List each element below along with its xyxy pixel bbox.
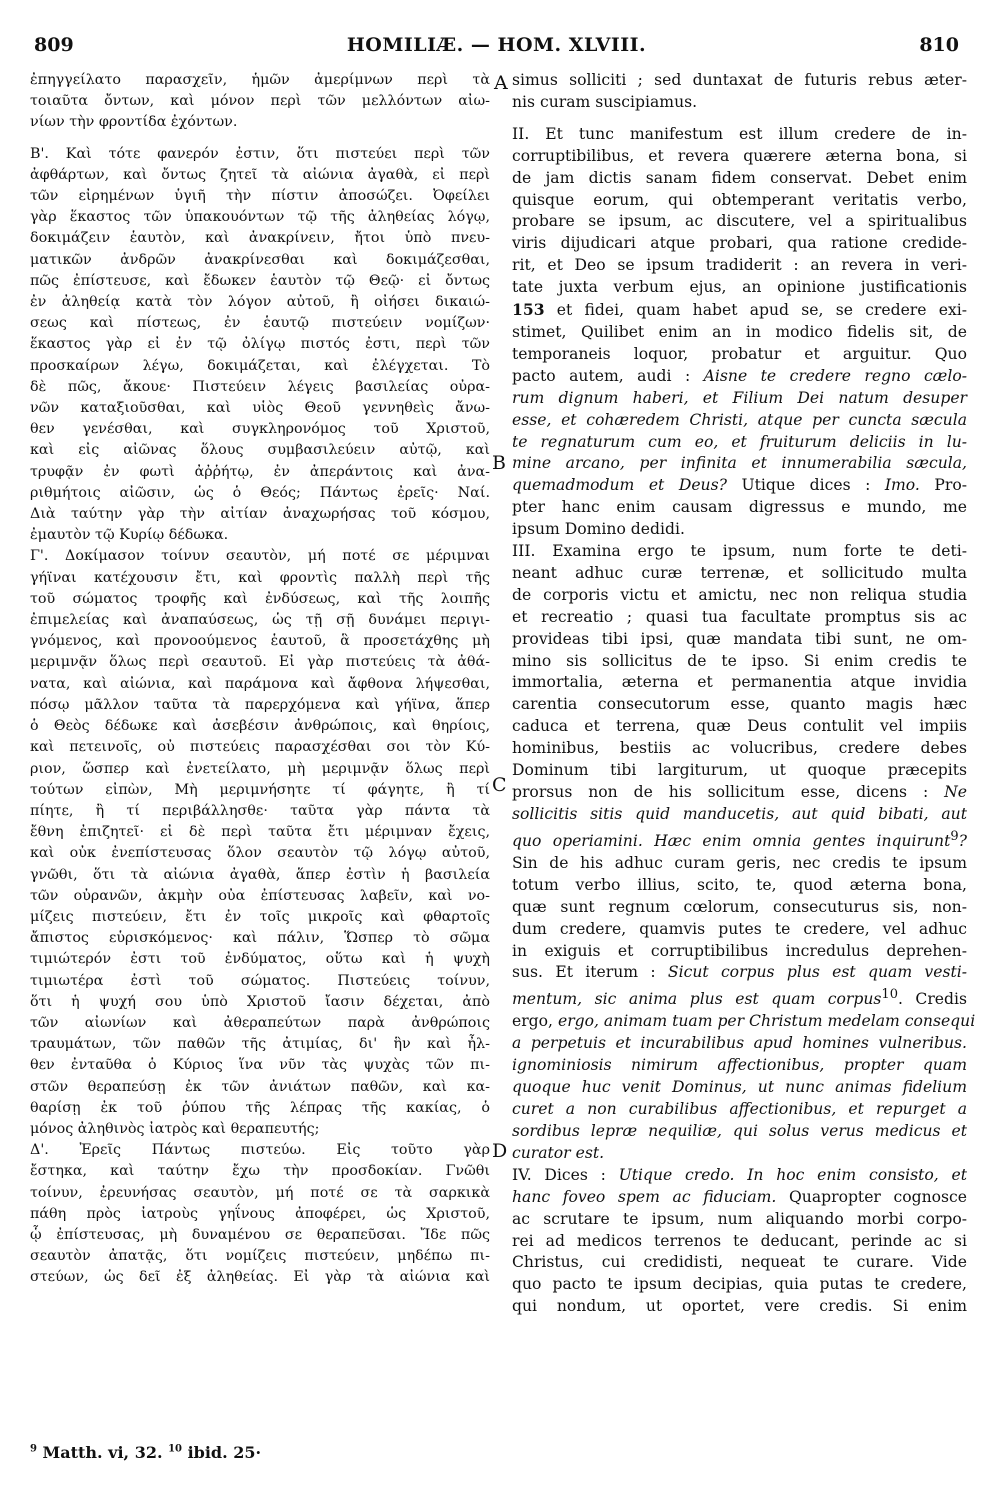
greek-line: δὲ πῶς, ἄκουε· Πιστεύειν λέγεις βασιλείας οὐρα- <box>30 378 490 395</box>
latin-line: 153 et fidei, quam habet apud se, se credere exi- <box>512 300 967 320</box>
greek-line: θεν ἐνταῦθα ὁ Κύριος ἵνα νῦν τὰς ψυχὰς τῶν πι- <box>30 1057 490 1074</box>
latin-line: pacto autem, audi : Aisne te credere regno cælo- <box>512 366 967 385</box>
margin-marker-c: C <box>492 774 507 796</box>
latin-line: ignominiosis nimirum affectionibus, propter quam <box>512 1056 967 1075</box>
greek-line: πάθη πρὸς ἰατροὺς γηΐνους ἀποφέρει, ὡς Χριστοῦ, <box>30 1205 490 1222</box>
latin-line: hominibus, bestiis ac volucribus, credere debes <box>512 739 967 758</box>
greek-line: προσκαίρων λέγω, δοκιμάζεται, καὶ ἐλέγχεται. Τὸ <box>30 357 490 374</box>
greek-line: τρυφᾷν ἐν φωτὶ ἀῤῥήτῳ, ἐν ἀπεράντοις καὶ ἀνα- <box>30 463 490 480</box>
greek-line: γνόμενος, καὶ προνοούμενος ἑαυτοῦ, ἃ προσετάχθης μὴ <box>30 633 490 650</box>
greek-line: ἔστηκα, καὶ ταύτην ἔχω τὴν προσδοκίαν. Γνῶθι <box>30 1163 490 1180</box>
latin-line: esse, et cohæredem Christi, atque per cuncta sæcula <box>512 410 967 429</box>
greek-line: τοίνυν, ἐρευνήσας σεαυτὸν, μή ποτέ σε τὰ σαρκικὰ <box>30 1184 490 1201</box>
greek-line: Β'. Καὶ τότε φανερόν ἐστιν, ὅτι πιστεύει περὶ τῶν <box>30 145 490 162</box>
greek-line: σεαυτὸν ἀπατᾷς, ὅτι νομίζεις πιστεύειν, μηδέπω πι- <box>30 1248 490 1265</box>
greek-line: νατα, καὶ αἰώνια, καὶ παράμονα καὶ ἄφθονα λήψεσθαι, <box>30 675 490 692</box>
latin-line: quo operiamini. Hæc enim omnia gentes inquirunt$^9$? <box>512 828 967 850</box>
greek-line: ριον, ὥσπερ καὶ ἐνετείλατο, μὴ μεριμνᾷν ὅλως περὶ <box>30 760 490 777</box>
footnote-ref-10-text: ibid. 25· <box>182 1443 262 1462</box>
latin-line: quo pacto te ipsum decipias, quia putas te credere, <box>512 1275 967 1294</box>
greek-line: γνῶθι, ὅτι τὰ αἰώνια ἀγαθὰ, ἅπερ ἐστὶν ἡ βασιλεία <box>30 866 490 883</box>
greek-line: τῶν εἰρημένων ὑγιῆ τὴν πίστιν ἀποσώζει. Ὀφείλει <box>30 188 490 205</box>
greek-line: ἐμαυτὸν τῷ Κυρίῳ δέδωκα. <box>30 527 229 544</box>
latin-line: simus solliciti ; sed duntaxat de futuris rebus æter- <box>512 71 967 89</box>
greek-line: τραυμάτων, τῶν παθῶν τῆς ἀτιμίας, δι' ἣν καὶ ἦλ- <box>30 1036 490 1053</box>
latin-line: rit, et Deo se ipsum tradiderit : an revera in veri- <box>512 256 967 275</box>
greek-line: μεριμνᾷν ὅλως περὶ σεαυτοῦ. Εἰ γὰρ πιστεύεις τὰ ἀθά- <box>30 654 490 671</box>
latin-line: hanc foveo spem ac fiduciam. Quapropter cognosce <box>512 1187 968 1206</box>
footnote-ref-9: 9 <box>950 828 959 844</box>
latin-line: de corporis victu et amictu, nec non reliqua studia <box>512 585 967 604</box>
latin-line: neant adhuc curæ terrenæ, et sollicitudo multa <box>512 563 967 582</box>
greek-line: ριθμήτοις αἰῶσιν, ὡς ὁ Θεός; Πάντως ἐρεῖς· Ναί. <box>30 484 490 501</box>
greek-line: τοιαῦτα ὄντων, καὶ μόνον περὶ τῶν μελλόντων αἰω- <box>30 93 490 110</box>
running-title: HOMILIÆ. — HOM. XLVIII. <box>346 34 647 56</box>
footnote-number-9: 9 <box>30 1443 37 1455</box>
greek-line: θαρίσῃ ἐκ τοῦ ῥύπου τῆς λέπρας τῆς κακίας, ὁ <box>30 1099 490 1116</box>
greek-line: γὰρ ἕκαστος τῶν ὑπακουόντων τῷ τῆς ἀληθείας λόγῳ, <box>30 209 490 226</box>
latin-line: quisque eorum, qui obtemperant veritatis verbo, <box>512 190 967 209</box>
footnote-ref-9-text: Matth. vi, 32. <box>36 1443 169 1462</box>
latin-line: quemadmodum et Deus? Utique dices : Imo. Pro- <box>512 476 968 495</box>
footnote-ref-10: 10 <box>881 987 898 1003</box>
latin-line: mino sis sollicitus de te ipso. Si enim credis te <box>512 651 967 670</box>
latin-line: prorsus non de his sollicitum esse, dicens : Ne <box>512 783 967 801</box>
greek-line: στεύων, ὡς δεῖ ἐξ ἀληθείας. Εἰ γὰρ τὰ αἰώνια καὶ <box>30 1269 490 1286</box>
latin-line: viris dijudicari atque probari, qua ratione credide- <box>512 234 967 253</box>
latin-line: quæ sunt regnum cœlorum, consecuturus sis, non- <box>512 897 967 916</box>
latin-line: nis curam suscipiamus. <box>512 92 698 111</box>
greek-line: στῶν θεραπεύσῃ ἐκ τῶν ἀνιάτων παθῶν, καὶ κα- <box>30 1078 490 1095</box>
page-number-right: 810 <box>919 34 959 56</box>
greek-line: τῶν αἰωνίων καὶ ἀθεραπεύτων παρὰ ἀνθρώποις <box>30 1014 490 1031</box>
latin-line: rei ad medicos terrenos te deducant, perinde ac si <box>512 1231 967 1250</box>
greek-line: σεως καὶ πίστεως, ἐν ἑαυτῷ πιστεύειν νομίζων· <box>30 315 490 332</box>
latin-line: rum dignum haberi, et Filium Dei natum desuper <box>512 388 967 407</box>
latin-line: Christus, cui credidisti, nequeat te curare. Vide <box>512 1253 967 1272</box>
latin-line: ac scrutare te ipsum, num aliquando morbi corpo- <box>512 1209 967 1228</box>
latin-line: totum verbo illius, scito, te, quod æterna bona, <box>512 875 967 894</box>
greek-line: καὶ εἰς αἰῶνας ὅλους συμβασιλεύειν αὐτῷ, καὶ <box>30 442 490 459</box>
latin-line: ipsum Domino dedidi. <box>512 520 685 539</box>
greek-line: ἐν ἀληθείᾳ κατὰ τὸν λόγον αὐτοῦ, ἢ οἰήσει δικαιώ- <box>30 294 490 311</box>
greek-line: καὶ οὐκ ἐνεπίστευσας ὅλον σεαυτὸν τῷ λόγῳ αὐτοῦ, <box>30 845 490 862</box>
greek-line: ἐπιμελείας καὶ ἀναπαύσεως, ὡς τῇ σῇ δυνάμει περιγι- <box>30 612 490 629</box>
latin-line: mine arcano, per infinita et innumerabilia sæcula, <box>512 454 967 473</box>
latin-line: curator est. <box>512 1143 605 1162</box>
latin-line: probare se ipsum, ac discutere, vel a spiritualibus <box>512 212 967 231</box>
margin-marker-b: B <box>492 452 506 474</box>
latin-line: II. Et tunc manifestum est illum credere de in- <box>512 124 967 143</box>
greek-line: ὅτι ἡ ψυχή σου ὑπὸ Χριστοῦ ἴασιν δέχεται, ἀπὸ <box>30 993 490 1010</box>
greek-line: ἕκαστος γὰρ εἰ ἐν τῷ ὀλίγῳ πιστός ἐστι, περὶ τῶν <box>30 336 490 353</box>
column-number: 153 <box>512 300 545 320</box>
greek-line: μόνος ἀληθινὸς ἰατρὸς καὶ θεραπευτής; <box>30 1120 320 1137</box>
latin-line: carentia consecutorum esse, quanto magis hæc <box>512 695 967 714</box>
greek-line: πίητε, ἢ τί περιβάλλησθε· ταῦτα γὰρ πάντα τὰ <box>30 802 490 819</box>
margin-marker-d: D <box>492 1140 508 1162</box>
latin-line: in exiguis et corruptibilibus incredulus deprehen- <box>512 941 967 960</box>
latin-line: immortalia, æterna et permanentia atque invidia <box>512 673 967 692</box>
greek-line: πῶς ἐπίστευσε, καὶ ἔδωκεν ἑαυτὸν τῷ Θεῷ· εἰ ὄντως <box>30 272 490 289</box>
greek-line: Διὰ ταύτην γὰρ τὴν αἰτίαν ἀναχωρήσας τοῦ κόσμου, <box>30 506 490 523</box>
latin-line: sordibus lepræ nequiliæ, qui solus verus medicus et <box>512 1121 967 1140</box>
latin-line: sollicitis sitis quid manducetis, aut quid bibati, aut <box>512 804 967 823</box>
greek-line: ἄπιστος εὑρισκόμενος· καὶ πάλιν, Ὥσπερ τὸ σῶμα <box>30 930 490 947</box>
greek-line: ὁ Θεὸς δέδωκε καὶ ἀσεβέσιν ἀνθρώποις, καὶ θηρίοις, <box>30 718 490 735</box>
greek-line: ἔθνη ἐπιζητεῖ· εἰ δὲ περὶ ταῦτα ἔτι μέριμναν ἔχεις, <box>30 824 490 841</box>
latin-line: de jam dictis sanam fidem conservat. Debet enim <box>512 168 967 187</box>
latin-line: pter hanc enim causam digressus e mundo, me <box>512 498 967 517</box>
greek-line: νῶν καταξιοῦσθαι, καὶ υἱὸς Θεοῦ γεννηθεὶς ἄνω- <box>30 400 490 417</box>
greek-line: πόσῳ μᾶλλον ταῦτα τὰ παρερχόμενα καὶ γήϊνα, ἅπερ <box>30 696 490 713</box>
greek-line: Δ'. Ἐρεῖς Πάντως πιστεύω. Εἰς τοῦτο γὰρ <box>30 1142 490 1159</box>
latin-line: sus. Et iterum : Sicut corpus plus est quam vesti- <box>512 963 967 982</box>
greek-line: δοκιμάζειν ἑαυτὸν, καὶ ἀνακρίνειν, ἤτοι ὑπὸ πνευ- <box>30 230 490 247</box>
latin-line: quoque huc venit Dominus, ut nunc animas fidelium <box>512 1078 967 1097</box>
greek-line: θεν γενέσθαι, καὶ συγκληρονόμος τοῦ Χριστοῦ, <box>30 421 490 438</box>
greek-line: γήϊναι κατέχουσιν ἔτι, καὶ φροντὶς παλλὴ περὶ τῆς <box>30 569 490 586</box>
latin-line: stimet, Quilibet enim an in modico fidelis sit, de <box>512 322 967 341</box>
latin-line: ergo, ergo, animam tuam per Christum medelam consequi <box>512 1012 976 1031</box>
latin-line: et recreatio ; quasi tua facultate promptus sis ac <box>512 607 967 626</box>
latin-line: qui nondum, ut oportet, vere credis. Si enim <box>512 1297 967 1316</box>
greek-line: τῶν οὐρανῶν, ἀκμὴν οὐα ἐπίστευσας λαβεῖν, καὶ νο- <box>30 887 490 904</box>
latin-line: curet a non curabilibus affectionibus, et repurget a <box>512 1100 967 1119</box>
latin-line: IV. Dices : Utique credo. In hoc enim consisto, et <box>512 1165 967 1184</box>
page-number-left: 809 <box>34 34 74 56</box>
greek-line: ἐπηγγείλατο παρασχεῖν, ἡμῶν ἀμερίμνων περὶ τὰ <box>30 72 490 88</box>
latin-line: Sin de his adhuc curam geris, nec credis te ipsum <box>512 853 967 872</box>
footnote <box>30 1443 261 1462</box>
greek-line: ἀφθάρτων, καὶ ὄντως ζητεῖ τὰ αἰώνια ἀγαθὰ, εἰ περὶ <box>30 166 490 183</box>
latin-line: te regnaturum cum eo, et fruiturum deliciis in lu- <box>512 432 967 451</box>
latin-line: a perpetuis et incurabilibus apud homines vulneribus. <box>512 1034 967 1053</box>
greek-line: ᾧ ἐπίστευσας, μὴ δυναμένου σε θεραπεῦσαι. Ἴδε πῶς <box>30 1226 490 1243</box>
greek-column <box>30 70 490 1289</box>
latin-line: caduca et terrena, quæ Deus contulit vel impiis <box>512 717 967 736</box>
latin-line: Dominum tibi largiturum, ut quoque præcepits <box>512 761 967 780</box>
latin-line: corruptibilibus, et revera quærere æterna bona, si <box>512 146 967 165</box>
greek-line: καὶ πετεινοῖς, οὐ πιστεύεις παρασχέσθαι σοι τὸν Κύ- <box>30 739 490 756</box>
page-header <box>34 34 959 64</box>
latin-line: mentum, sic anima plus est quam corpus$^{10}$. Credis <box>512 987 968 1009</box>
greek-line: ματικῶν ἀνδρῶν ἀνακρίνεσθαι καὶ δοκιμάζεσθαι, <box>30 251 490 268</box>
latin-line: tate juxta verbum ejus, an opinione justificationis <box>512 278 967 297</box>
greek-line: νίων τὴν φροντίδα ἐχόντων. <box>30 114 238 131</box>
greek-line: τιμιωτέρα ἐστὶ τοῦ σώματος. Πιστεύεις τοίνυν, <box>30 972 490 989</box>
latin-line: provideas tibi ipsi, quæ mandata tibi sunt, ne om- <box>512 629 967 648</box>
footnote-number-10: 10 <box>168 1443 183 1455</box>
latin-line: dum credere, quamvis putes te credere, vel adhuc <box>512 919 967 938</box>
greek-line: τιμιώτερόν ἐστι τοῦ ἐνδύματος, οὕτω καὶ ἡ ψυχὴ <box>30 951 490 968</box>
greek-line: μίζεις πιστεύειν, ἔτι ἐν τοῖς μικροῖς καὶ φθαρτοῖς <box>30 908 490 925</box>
latin-line: III. Examina ergo te ipsum, num forte te deti- <box>512 542 967 561</box>
greek-line: τοῦ σώματος τροφῆς καὶ ἐνδύσεως, καὶ τῆς λοιπῆς <box>30 590 490 607</box>
greek-line: τούτων εἰπὼν, Μὴ μεριμνήσητε τί φάγητε, ἢ τί <box>30 781 490 798</box>
margin-marker-a: A <box>494 72 508 94</box>
latin-line: temporaneis loquor, probatur et arguitur. Quo <box>512 344 967 363</box>
greek-line: Γ'. Δοκίμασον τοίνυν σεαυτὸν, μή ποτέ σε μέριμναι <box>30 548 490 565</box>
latin-column <box>512 70 976 1318</box>
